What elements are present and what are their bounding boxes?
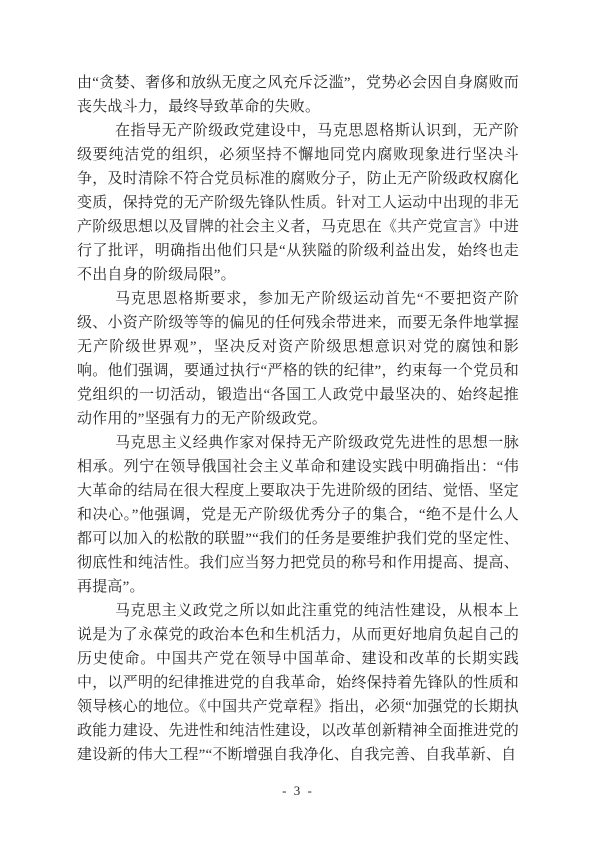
paragraph: 马克思恩格斯要求，参加无产阶级运动首先“不要把资产阶级、小资产阶级等等的偏见的任何残余带进来，而要无条件地掌握无产阶级世界观”，坚决反对资产阶级思想意识对党的腐蚀和影响。他们强调，要通过执行“严格的铁的纪律”，约束每一个党员和党组织的一切活动，锻造出“各国工人政党中最坚决的、始终起推动作用的”坚强有力的无产阶级政党。: [77, 291, 519, 427]
paragraph: 马克思主义政党之所以如此注重党的纯洁性建设，从根本上说是为了永葆党的政治本色和生机活力，从而更好地肩负起自己的历史使命。中国共产党在领导中国革命、建设和改革的长期实践中，以严明的纪律推进党的自我革命，始终保持着先锋队的性质和领导核心的地位。《中国共产党章程》指出，必须“加强党的长期执政能力建设、先进性和纯洁性建设，以改革创新精神全面推进党的建设新的伟大工程”“不断增强自我净化、自我完善、自我革新、自: [77, 603, 519, 763]
paragraph: 在指导无产阶级政党建设中，马克思恩格斯认识到，无产阶级要纯洁党的组织，必须坚持不懈地同党内腐败现象进行坚决斗争，及时清除不符合党员标准的腐败分子，防止无产阶级政权腐化变质，保持党的无产阶级先锋队性质。针对工人运动中出现的非无产阶级思想以及冒牌的社会主义者，马克思在《共产党宣言》中进行了批评，明确指出他们只是“从狭隘的阶级利益出发，始终也走不出自身的阶级局限”。: [77, 123, 519, 283]
page-number: - 3 -: [282, 783, 314, 798]
paragraph: 马克思主义经典作家对保持无产阶级政党先进性的思想一脉相承。列宁在领导俄国社会主义革命和建设实践中明确指出：“伟大革命的结局在很大程度上要取决于先进阶级的团结、觉悟、坚定和决心。”他强调，党是无产阶级优秀分子的集合，“绝不是什么人都可以加入的松散的联盟”“我们的任务是要维护我们党的坚定性、彻底性和纯洁性。我们应当努力把党员的称号和作用提高、提高、再提高”。: [77, 435, 519, 595]
document-body: [77, 71, 519, 767]
paragraph-continuation: 由“贪婪、奢侈和放纵无度之风充斥泛滥”，党势必会因自身腐败而丧失战斗力，最终导致革命的失败。: [77, 75, 519, 115]
